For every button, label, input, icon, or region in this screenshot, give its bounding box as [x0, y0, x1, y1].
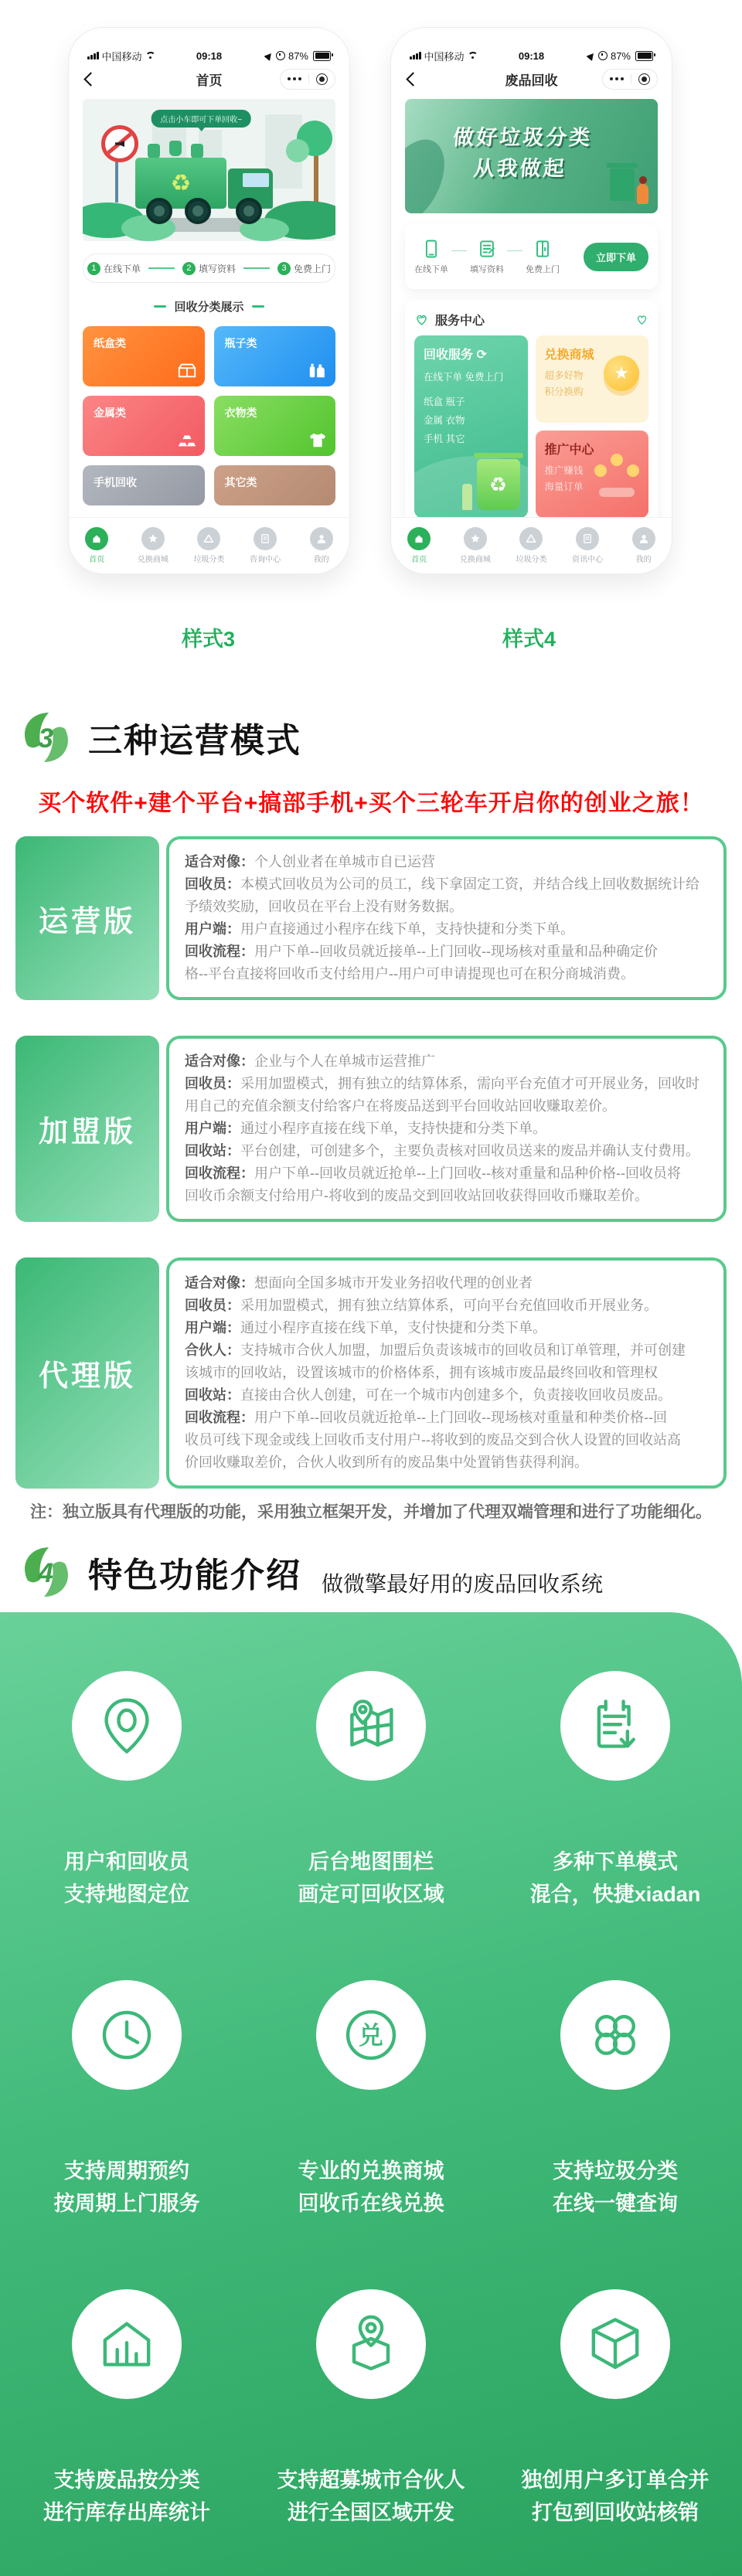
metal-icon: [177, 430, 197, 450]
category-card-metal[interactable]: [83, 396, 205, 456]
svg-text:4: 4: [38, 1557, 53, 1588]
mode-line: 回收流程：用户下单--回收员就近抢单--上门回收--核对重量和品种价格--回收员将: [185, 1165, 681, 1181]
mode-line: 用户端：用户直接通过小程序在线下单，支持快捷和分类下单。: [185, 921, 574, 937]
dash-decoration: [252, 305, 264, 308]
status-bar: [87, 48, 331, 63]
card-items: 金属 衣物: [424, 415, 465, 426]
card-line: 积分换购: [544, 386, 584, 397]
tab-consult[interactable]: [237, 527, 294, 564]
banner-tooltip: 点击小车即可下单回收~: [151, 110, 251, 128]
category-label: 金属类: [94, 407, 126, 419]
mode-line: 该城市的回收站，设置该城市的价格体系，拥有该城市废品最终回收和管理权: [185, 1365, 658, 1380]
feature-map-pin: [249, 2289, 493, 2529]
tab-label: 首页: [411, 556, 427, 564]
order-step-order: [414, 238, 448, 275]
feature-caption: 支持周期预约 按周期上门服务: [53, 2159, 200, 2215]
category-card-clothes[interactable]: [214, 396, 336, 456]
step-label: 在线下单: [103, 263, 141, 274]
status-time: 09:18: [196, 49, 223, 62]
feature-clover: [493, 1980, 737, 2220]
mode-body: [166, 836, 727, 1000]
status-time: 09:18: [518, 49, 545, 62]
feature-caption: 支持废品按分类 进行库存出库统计: [43, 2469, 210, 2524]
home-icon: [85, 527, 108, 550]
slogan-banner: [405, 99, 658, 213]
mode-line: 适合对像：个人创业者在单城市自已运营: [185, 854, 435, 869]
refresh-icon: ⟳: [476, 349, 487, 362]
tab-label: 资讯中心: [572, 556, 604, 564]
mode-line: 收员可线下现金或线上回收币支付用户--将收到的废品交到合伙人设置的回收站高: [185, 1432, 681, 1448]
heart-icon: [635, 313, 648, 326]
tab-mine[interactable]: [615, 527, 672, 564]
mode-line: 予绩效奖励，回收员在平台上没有财务数据。: [185, 899, 463, 914]
phone-style4: [390, 27, 672, 574]
feature-map-fence: [249, 1671, 493, 1911]
category-label: 手机回收: [94, 476, 137, 488]
home-icon: [407, 527, 431, 550]
mine-icon: [310, 527, 333, 550]
category-grid: [83, 326, 335, 505]
feature-caption: 独创用户多订单合并 打包到回收站核销: [521, 2469, 710, 2524]
location-pin-icon: [72, 1671, 182, 1781]
card-items: 纸盒 瓶子: [424, 396, 465, 407]
tab-label: 垃圾分类: [516, 556, 547, 564]
mini-program-capsule[interactable]: [280, 69, 335, 90]
step-connector: [243, 267, 270, 269]
more-icon[interactable]: [610, 77, 624, 80]
close-record-icon[interactable]: [316, 73, 328, 85]
card-line: 推广赚钱: [544, 465, 584, 476]
category-label: 其它类: [224, 476, 257, 488]
order-steps-card: [405, 224, 658, 289]
mode-card-1: [15, 836, 727, 1000]
feature-box: [493, 2289, 737, 2529]
leaf-badge-icon: [17, 708, 76, 767]
phone-style3: [68, 27, 350, 574]
features-section-title: 特色功能介绍: [88, 1557, 301, 1594]
order-step-form: [470, 238, 504, 275]
tab-mall[interactable]: [448, 527, 504, 564]
exchange-icon: [316, 1980, 426, 2090]
feature-caption: 支持超募城市合伙人 进行全国区域开发: [277, 2469, 465, 2524]
card-title: 推广中心: [544, 444, 594, 457]
box-icon: [560, 2289, 670, 2399]
mode-line: 回收站：平台创建，可创建多个，主要负责核对回收员送来的废品并确认支付费用。: [185, 1143, 699, 1159]
order-steps: [83, 254, 335, 283]
alarm-icon: [276, 51, 285, 60]
card-title: 回收服务 ⟳: [424, 349, 487, 362]
dash-decoration: [154, 305, 166, 308]
mode-line: 回收流程：用户下单--回收员就近接单--上门回收--现场核对重量和品种确定价: [185, 944, 658, 959]
mode-line: 适合对像：想面向全国多城市开发业务招收代理的创业者: [185, 1275, 533, 1291]
tab-label: 垃圾分类: [193, 556, 225, 564]
tab-news[interactable]: [560, 527, 616, 564]
battery-percent: 87%: [288, 49, 308, 62]
order-step-door: [526, 238, 560, 275]
mall-icon: [464, 527, 487, 550]
bottle-illustration: [462, 484, 472, 510]
step-connector: [451, 250, 467, 251]
feature-clock: [5, 1980, 249, 2220]
order-icon: [420, 238, 442, 260]
feature-order-modes: [493, 1671, 737, 1911]
banner-line2: 从我做起: [472, 157, 568, 180]
sort-icon: [519, 527, 543, 550]
caption-style4: 样式4: [502, 628, 556, 651]
form-icon: [476, 238, 498, 260]
mode-line: 价回收赚取差价，合伙人收到所有的废品集中处置销售获得利润。: [185, 1455, 588, 1470]
battery-icon: [313, 51, 331, 61]
tab-label: 兑换商城: [137, 556, 168, 564]
modes-note: 注：独立版具有代理版的功能，采用独立框架开发，并增加了代理双端管理和进行了功能细化。: [30, 1503, 712, 1521]
trash-bin-illustration: [610, 168, 635, 201]
feature-exchange: [249, 1980, 493, 2220]
category-card-bottle[interactable]: [214, 326, 336, 386]
step-number: 2: [182, 262, 196, 275]
mode-line: 用自己的充值余额支付给客户在将废品送到平台回收站回收赚取差价。: [185, 1098, 616, 1114]
mode-label: 代理版: [15, 1257, 159, 1489]
nav-title: 废品回收: [505, 73, 558, 88]
mode-line: 用户端：通过小程序直接在线下单，支付快捷和分类下单。: [185, 1320, 546, 1336]
bottle-icon: [308, 360, 328, 380]
category-section-title: 回收分类展示: [174, 301, 244, 314]
mall-icon: [141, 527, 165, 550]
service-center-header: [414, 309, 648, 329]
tab-label: 我的: [635, 556, 652, 564]
step-label: 免费上门: [294, 263, 332, 274]
tab-mall[interactable]: [125, 527, 182, 564]
clock-icon: [72, 1980, 182, 2090]
category-card-paper[interactable]: [83, 326, 205, 386]
category-label: 纸盒类: [94, 337, 126, 349]
mode-line: 回收站：直接由合伙人创建，可在一个城市内创建多个，负责接收回收员废品。: [185, 1387, 672, 1403]
mode-line: 用户端：通过小程序直接在线下单，支持快捷和分类下单。: [185, 1121, 546, 1136]
no-horn-sign-icon: [101, 125, 138, 162]
step-connector: [148, 267, 175, 269]
tab-home[interactable]: [69, 527, 125, 564]
nav-bar: [405, 65, 658, 93]
order-modes-icon: [560, 1671, 670, 1781]
modes-slogan: 买个软件+建个平台+搞部手机+买个三轮车开启你的创业之旅！: [38, 791, 704, 816]
mode-label: 加盟版: [15, 1036, 159, 1222]
news-icon: [576, 527, 599, 550]
modes-section-title: 三种运营模式: [88, 722, 301, 760]
mode-line: 适合对像：企业与个人在单城市运营推广: [185, 1053, 435, 1069]
category-label: 瓶子类: [224, 337, 257, 349]
heart-icon: [414, 312, 429, 327]
service-card-promo[interactable]: [536, 430, 649, 518]
svg-text:兑: 兑: [359, 2021, 383, 2050]
style-captions: [0, 622, 742, 652]
mode-line: 回收员：本模式回收员为公司的员工，线下拿固定工资，并结合线上回收数据统计给: [185, 876, 699, 892]
recycle-icon: ♻: [170, 170, 192, 196]
alarm-icon: [598, 51, 608, 60]
modes-section-header: [17, 708, 742, 767]
step-label: 在线下单: [414, 265, 448, 274]
map-pin-icon: [316, 2289, 426, 2399]
features-panel: [0, 1612, 742, 2576]
order-step-3: [277, 262, 331, 275]
feature-caption: 后台地图围栏 画定可回收区域: [298, 1850, 444, 1906]
svg-text:3: 3: [38, 723, 53, 754]
card-line: 超多好物: [544, 370, 584, 381]
features-section-subtitle: 做微擎最好用的废品回收系统: [322, 1572, 604, 1596]
paper-icon: [177, 360, 197, 380]
tab-label: 兑换商城: [459, 556, 491, 564]
step-number: 3: [277, 262, 291, 275]
banner-line1: 做好垃圾分类: [451, 126, 594, 149]
person-illustration: [637, 184, 648, 204]
warehouse-icon: [72, 2289, 182, 2399]
mode-line: 回收币余额支付给用户-将收到的废品交到回收站回收获得回收币赚取差价。: [185, 1188, 648, 1203]
feature-caption: 多种下单模式 混合，快捷xiadan: [529, 1850, 701, 1906]
mode-line: 回收员：采用加盟模式，拥有独立结算体系，可向平台充值回收币开展业务。: [185, 1298, 658, 1313]
caption-style3: 样式3: [181, 628, 236, 651]
mode-card-2: [15, 1036, 727, 1222]
mode-label: 运营版: [15, 836, 159, 1000]
more-icon[interactable]: [288, 77, 301, 80]
map-fence-icon: [316, 1671, 426, 1781]
mode-cards: [15, 836, 727, 1489]
mode-body: [166, 1257, 727, 1489]
tab-label: 首页: [89, 556, 105, 564]
battery-percent: 87%: [610, 49, 631, 62]
service-card-mall[interactable]: [536, 335, 649, 423]
mini-program-capsule[interactable]: [602, 69, 658, 90]
order-now-button[interactable]: 立即下单: [584, 243, 648, 271]
nav-bar: [83, 65, 335, 93]
step-label: 填写资料: [470, 265, 504, 274]
sort-icon: [197, 527, 220, 550]
tab-sort[interactable]: [503, 527, 560, 564]
tab-bar: [391, 517, 672, 573]
mine-icon: [632, 527, 655, 550]
tab-sort[interactable]: [181, 527, 237, 564]
feature-location-pin: [5, 1671, 249, 1911]
banner-slogan: [405, 122, 640, 184]
service-card-recycle[interactable]: [414, 335, 528, 518]
tab-bar: [69, 517, 349, 573]
order-step-1: [87, 262, 141, 275]
recycle-bin-icon: ♻: [477, 459, 520, 510]
service-center-title: 服务中心: [435, 314, 485, 328]
mode-body: [166, 1036, 727, 1222]
clover-icon: [560, 1980, 670, 2090]
step-connector: [507, 250, 522, 251]
mode-line: 回收流程：用户下单--回收员就近抢单--上门回收--现场核对重量和种类价格--回: [185, 1410, 667, 1425]
mode-line: 回收员：采用加盟模式，拥有独立的结算体系，需向平台充值才可开展业务，回收时: [185, 1076, 699, 1091]
card-items: 手机 其它: [424, 434, 465, 444]
card-title: 兑换商城: [544, 349, 594, 362]
mode-card-3: [15, 1257, 727, 1489]
leaf-badge-icon: [17, 1543, 76, 1601]
feature-caption: 专业的兑换商城 回收币在线兑换: [298, 2159, 444, 2215]
coin-icon: ★: [604, 356, 639, 391]
promo-icon: [594, 454, 639, 497]
tab-label: 咨询中心: [250, 556, 281, 564]
tab-mine[interactable]: [293, 527, 349, 564]
step-number: 1: [87, 262, 100, 275]
step-label: 填写资料: [198, 263, 236, 274]
step-label: 免费上门: [526, 265, 560, 274]
tab-label: 我的: [313, 556, 329, 564]
feature-caption: 支持垃圾分类 在线一键查询: [553, 2159, 678, 2215]
features-section-header: [17, 1543, 742, 1601]
category-label: 衣物类: [224, 407, 257, 419]
tab-home[interactable]: [391, 527, 448, 564]
card-line: 海量订单: [544, 482, 584, 492]
category-section-heading: [69, 298, 349, 315]
card-subtitle: 在线下单 免费上门: [424, 372, 504, 383]
feature-warehouse: [5, 2289, 249, 2529]
feature-caption: 用户和回收员 支持地图定位: [64, 1850, 189, 1906]
category-card-other[interactable]: [214, 465, 336, 505]
status-bar: [410, 48, 653, 63]
features-grid: [0, 1612, 742, 2529]
door-icon: [532, 238, 553, 260]
close-record-icon[interactable]: [638, 73, 650, 85]
category-card-phone[interactable]: [83, 465, 205, 505]
home-banner-illustration: [83, 99, 335, 241]
order-step-2: [182, 262, 236, 275]
recycle-truck[interactable]: [135, 158, 226, 209]
clothes-icon: [308, 430, 328, 450]
battery-icon: [635, 51, 653, 61]
mode-line: 合伙人：支持城市合伙人加盟，加盟后负责该城市的回收员和订单管理，并可创建: [185, 1342, 686, 1358]
phone-mockups: [0, 0, 742, 574]
mode-line: 格--平台直接将回收币支付给用户--用户可申请提现也可在积分商城消费。: [185, 966, 635, 982]
nav-title: 首页: [196, 73, 223, 88]
consult-icon: [254, 527, 277, 550]
carrier-label: 中国移动: [101, 50, 142, 63]
carrier-label: 中国移动: [424, 50, 465, 63]
